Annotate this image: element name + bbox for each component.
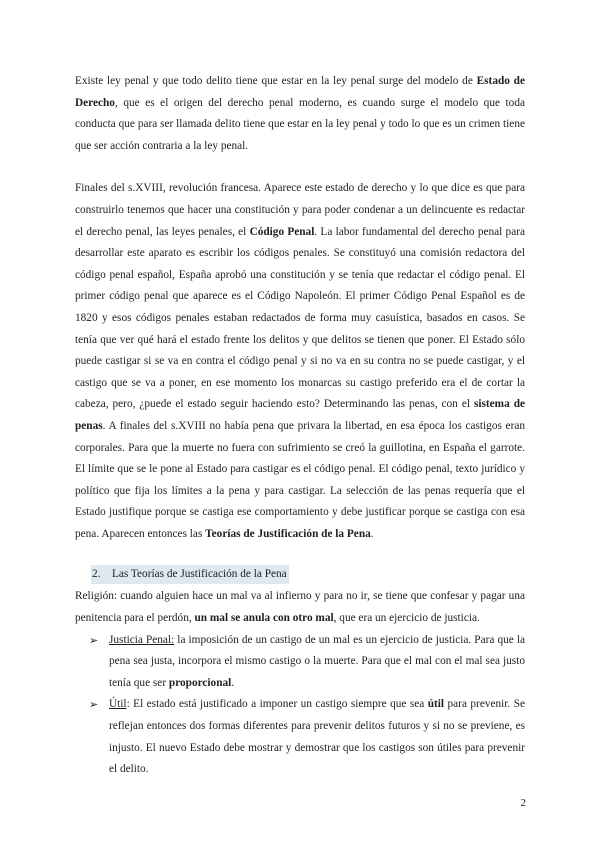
list-item-justicia-penal (75, 630, 525, 695)
section-title: Las Teorías de Justificación de la Pena (112, 568, 287, 581)
p1-bold-estado-de-derecho: Estado de Derecho (75, 75, 525, 109)
list-text-2: . (231, 676, 235, 689)
p2-text-2: . La labor fundamental del derecho penal para desarrollar este aparato es escribir los códigos penales. Se constituyó una comisión redactora del código penal español, España aprobó una constitución y se tenía que redactar el código penal. El primer código penal que aparece es el Código Napoleón. El primer Código Penal Español es de 1820 y esos códigos penales estaban redactados de forma muy casuística, basados en casos. Se tenía que ver qué hará el estado frente los delitos y que delitos se tienen que poner. El Estado sólo puede castigar si se va en contra el código penal y si no va en su contra no se puede castigar, y el castigo que se va a poner, en ese momento los monarcas su castigo preferido era el de cortar la cabeza, pero, ¿puede el estado seguir haciendo esto? Determinando las penas, con el (75, 225, 525, 411)
section-heading (91, 565, 289, 584)
p3-bold-mal: un mal se anula con otro mal (194, 612, 334, 625)
list-text-2: para prevenir. Se reflejan entonces dos formas diferentes para prevenir delitos futuros y si no se previene, es injusto. El nuevo Estado debe mostrar y demostrar que los castigos son útiles para prevenir el delito. (109, 698, 525, 776)
list-bold: proporcional (168, 676, 232, 689)
p2-bold-teorias: Teorías de Justificación de la Pena (205, 527, 371, 540)
section-number: 2. (92, 568, 101, 581)
list-term: Útil (109, 698, 127, 711)
paragraph-religion (75, 586, 525, 629)
list-text-1: la imposición de un castigo de un mal es un ejercicio de justicia. Para que la pena sea justa, incorpora el mismo castigo o la muerte. Para que el mal con el mal sea justo tenía que ser (109, 633, 525, 689)
list-text-1: : El estado está justificado a imponer un castigo siempre que sea (126, 698, 428, 711)
p2-bold-codigo-penal: Código Penal (249, 225, 315, 238)
p2-text-4: . (370, 527, 374, 540)
arrow-bullet-icon: ➢ (89, 633, 99, 647)
bullet-list (75, 630, 525, 781)
p3-text-2: , que era un ejercicio de justicia. (333, 612, 480, 625)
p2-text-3: . A finales del s.XVIII no había pena que privara la libertad, en esa época los castigos eran corporales. Para que la muerte no fuera con sufrimiento se creó la guillotina, en España el garrote. El límite que se le pone al Estado para castigar es el código penal. El código penal, texto jurídico y político que fija los límites a la pena y para castigar. La selección de las penas requería que el Estado justifique porque se castiga ese comportamiento y debe justificar porque se castiga con esa pena. Aparecen entonces las (75, 419, 525, 540)
p1-text-1: Existe ley penal y que todo delito tiene que estar en la ley penal surge del modelo de (75, 75, 477, 87)
p2-text-1: Finales del s.XVIII, revolución francesa. Aparece este estado de derecho y lo que dice es que para construirlo tenemos que hacer una constitución y para poder condenar a un delincuente es redactar el derecho penal, las leyes penales, el (75, 182, 525, 238)
arrow-bullet-icon: ➢ (89, 698, 99, 712)
page-content (75, 71, 525, 781)
p1-text-2: , que es el origen del derecho penal moderno, es cuando surge el modelo que toda conducta que para ser llamada delito tiene que estar en la ley penal y todo lo que es un crimen tiene que ser acción contraria a la ley penal. (75, 96, 525, 152)
list-term: Justicia Penal: (109, 633, 175, 646)
list-item-util (75, 694, 525, 780)
paragraph-codigo-penal (75, 178, 525, 545)
page-number: 2 (520, 797, 526, 809)
p3-text-1: Religión: cuando alguien hace un mal va al infierno y para no ir, se tiene que confesar y pagar una penitencia para el perdón, (75, 590, 525, 625)
paragraph-estado-de-derecho (75, 71, 525, 157)
p2-bold-sistema-de-penas: sistema de penas (75, 398, 525, 432)
list-bold: útil (427, 698, 445, 711)
